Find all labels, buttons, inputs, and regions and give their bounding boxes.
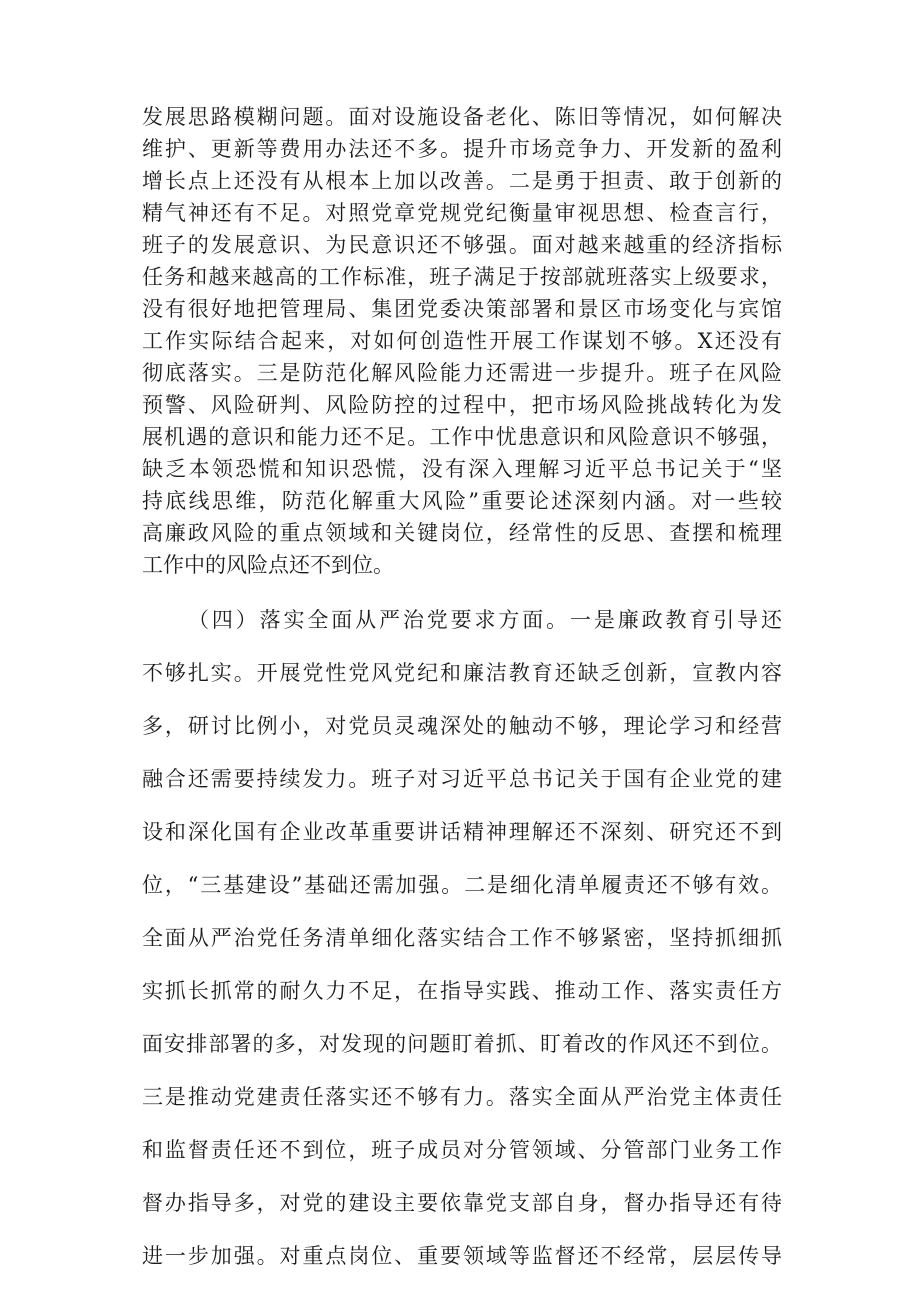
text-line: 位，“三基建设”基础还需加强。二是细化清单履责还不够有效。 xyxy=(142,873,782,897)
text-line: 高廉政风险的重点领域和关键岗位，经常性的反思、查摆和梳理 xyxy=(142,521,782,545)
text-line: 精气神还有不足。对照党章党规党纪衡量审视思想、检查言行， xyxy=(142,201,782,225)
text-line: 融合还需要持续发力。班子对习近平总书记关于国有企业党的建 xyxy=(142,767,782,791)
text-line: 增长点上还没有从根本上加以改善。二是勇于担责、敢于创新的 xyxy=(142,169,782,193)
text-line: 工作实际结合起来，对如何创造性开展工作谋划不够。X还没有 xyxy=(142,329,782,353)
text-line: 持底线思维，防范化解重大风险”重要论述深刻内涵。对一些较 xyxy=(142,489,782,513)
text-line: 设和深化国有企业改革重要讲话精神理解还不深刻、研究还不到 xyxy=(142,820,782,844)
text-line: 全面从严治党任务清单细化落实结合工作不够紧密，坚持抓细抓 xyxy=(142,926,782,950)
text-line: 任务和越来越高的工作标准，班子满足于按部就班落实上级要求， xyxy=(142,265,782,289)
text-line: 实抓长抓常的耐久力不足，在指导实践、推动工作、落实责任方 xyxy=(142,979,782,1003)
text-line: 预警、风险研判、风险防控的过程中，把市场风险挑战转化为发 xyxy=(142,393,782,417)
paragraph-heading-line: （四）落实全面从严治党要求方面。一是廉政教育引导还 xyxy=(188,608,782,632)
text-line: 和监督责任还不到位，班子成员对分管领域、分管部门业务工作 xyxy=(142,1138,782,1162)
text-line: 督办指导多，对党的建设主要依靠党支部自身，督办指导还有待 xyxy=(142,1191,782,1215)
text-line: 多，研讨比例小，对党员灵魂深处的触动不够，理论学习和经营 xyxy=(142,714,782,738)
text-line: 展机遇的意识和能力还不足。工作中忧患意识和风险意识不够强， xyxy=(142,425,782,449)
text-line: 彻底落实。三是防范化解风险能力还需进一步提升。班子在风险 xyxy=(142,361,782,385)
text-line: 工作中的风险点还不到位。 xyxy=(142,553,394,577)
text-line: 没有很好地把管理局、集团党委决策部署和景区市场变化与宾馆 xyxy=(142,297,782,321)
text-line: 缺乏本领恐慌和知识恐慌，没有深入理解习近平总书记关于“坚 xyxy=(142,457,782,481)
text-line: 三是推动党建责任落实还不够有力。落实全面从严治党主体责任 xyxy=(142,1085,782,1109)
text-line: 不够扎实。开展党性党风党纪和廉洁教育还缺乏创新，宣教内容 xyxy=(142,661,782,685)
text-line: 班子的发展意识、为民意识还不够强。面对越来越重的经济指标 xyxy=(142,233,782,257)
text-line: 进一步加强。对重点岗位、重要领域等监督还不经常，层层传导 xyxy=(142,1244,782,1268)
text-line: 发展思路模糊问题。面对设施设备老化、陈旧等情况，如何解决 xyxy=(142,105,782,129)
text-line: 维护、更新等费用办法还不多。提升市场竞争力、开发新的盈利 xyxy=(142,137,782,161)
text-line: 面安排部署的多，对发现的问题盯着抓、盯着改的作风还不到位。 xyxy=(142,1032,782,1056)
